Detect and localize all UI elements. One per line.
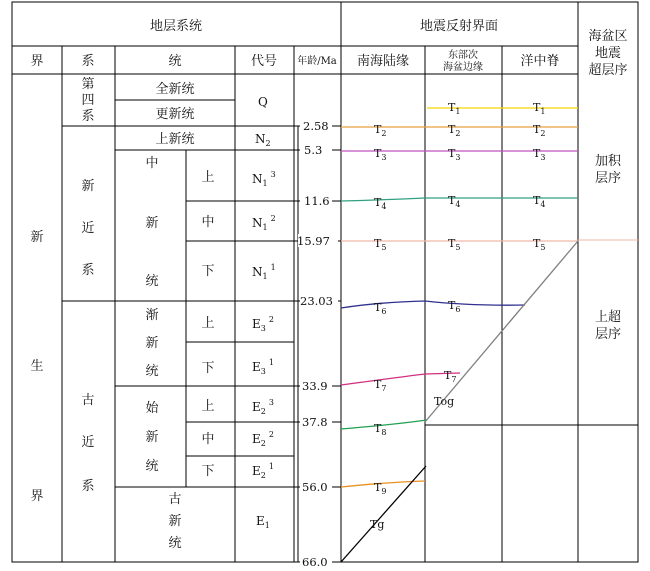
- eocene-1: 始: [145, 401, 159, 416]
- reflector-T6-line: [341, 301, 525, 308]
- label-T3-basin: $T_3$: [448, 147, 461, 162]
- era-char-3: 界: [30, 489, 44, 504]
- label-T9-margin: $T_9$: [374, 481, 387, 496]
- label-T2-ridge: $T_2$: [533, 123, 546, 138]
- col-series: 统: [168, 54, 182, 69]
- label-T2-basin: $T_2$: [448, 123, 461, 138]
- age-5-3: 5.3: [304, 143, 323, 157]
- header-sequence-1: 海盆区: [588, 29, 628, 44]
- code-E31: $E_3^1$: [252, 358, 274, 376]
- oligocene-1: 渐: [145, 308, 159, 323]
- code-E21: $E_2^1$: [252, 462, 274, 480]
- code-E32: $E_3^2$: [252, 315, 274, 333]
- label-T8-margin: $T_8$: [374, 422, 387, 437]
- sub-mio-middle: 中: [201, 215, 215, 230]
- reflector-T7-line: [341, 373, 460, 385]
- sub-olig-upper: 上: [201, 316, 215, 331]
- oligocene-2: 新: [145, 336, 159, 351]
- age-56-0: 56.0: [302, 480, 328, 494]
- reflector-labels: [370, 101, 545, 531]
- col-system: 系: [81, 54, 95, 69]
- age-23-03: 23.03: [300, 294, 333, 308]
- label-T5-ridge: $T_5$: [533, 237, 546, 252]
- label-Tog: Tog: [434, 395, 455, 408]
- label-T7-basin: $T_7$: [444, 369, 457, 384]
- col-ridge: 洋中脊: [520, 54, 560, 69]
- label-T2-margin: $T_2$: [374, 123, 387, 138]
- eocene-2: 新: [145, 430, 159, 445]
- quaternary-2: 四: [81, 93, 95, 108]
- era-char-2: 生: [30, 359, 44, 374]
- paleocene-3: 统: [168, 536, 182, 551]
- code-E1: $E_1$: [256, 514, 270, 530]
- label-T6-margin: $T_6$: [374, 301, 387, 316]
- label-T5-basin: $T_5$: [448, 237, 461, 252]
- code-N11: $N_1^1$: [252, 263, 276, 281]
- col-code: 代号: [250, 54, 278, 69]
- sub-mio-lower: 下: [201, 264, 215, 279]
- header-sequence-2: 地震: [594, 46, 622, 61]
- col-age: 年龄/Ma: [297, 56, 337, 67]
- code-E22: $E_2^2$: [252, 430, 274, 448]
- code-N12: $N_1^2$: [252, 214, 276, 232]
- quaternary-1: 第: [81, 77, 95, 92]
- sub-olig-lower: 下: [201, 361, 215, 376]
- eocene-3: 统: [145, 459, 159, 474]
- sub-eo-upper: 上: [201, 399, 215, 414]
- series-pliocene: 上新统: [155, 132, 195, 147]
- code-Q: Q: [258, 95, 268, 109]
- reflector-Tg-line: [341, 466, 426, 562]
- label-T3-margin: $T_3$: [374, 147, 387, 162]
- age-2-58: 2.58: [303, 119, 329, 133]
- miocene-1: 中: [145, 156, 159, 171]
- header-seismic: 地震反射界面: [419, 19, 499, 34]
- age-33-9: 33.9: [302, 379, 328, 393]
- label-Tg: Tg: [370, 518, 385, 531]
- code-N13: $N_1^3$: [252, 170, 276, 188]
- neogene-2: 近: [81, 221, 95, 236]
- label-T1-ridge: $T_1$: [533, 101, 546, 116]
- paleocene-1: 古: [168, 492, 182, 507]
- paleogene-2: 近: [81, 435, 95, 450]
- neogene-1: 新: [81, 179, 95, 194]
- label-T1-basin: $T_1$: [448, 101, 461, 116]
- miocene-2: 新: [145, 216, 159, 231]
- seq-upper-2: 层序: [594, 327, 622, 342]
- col-era: 界: [30, 54, 44, 69]
- paleogene-1: 古: [81, 393, 95, 408]
- code-N2: $N_2$: [255, 132, 271, 148]
- oligocene-3: 统: [145, 364, 159, 379]
- sub-eo-lower: 下: [201, 464, 215, 479]
- header-sequence-3: 超层序: [588, 63, 628, 78]
- col-margin: 南海陆缘: [356, 54, 410, 69]
- age-11-6: 11.6: [304, 194, 330, 208]
- label-T5-margin: $T_5$: [374, 237, 387, 252]
- series-pleistocene: 更新统: [155, 107, 195, 122]
- paleogene-3: 系: [81, 479, 95, 494]
- label-T7-margin: $T_7$: [374, 378, 387, 393]
- code-E23: $E_2^3$: [252, 398, 274, 416]
- label-T4-ridge: $T_4$: [533, 194, 546, 209]
- age-37-8: 37.8: [302, 415, 328, 429]
- col-basin-2: 海盆边缘: [443, 62, 483, 73]
- age-15-97: 15.97: [297, 234, 330, 248]
- label-T4-margin: $T_4$: [374, 196, 387, 211]
- series-holocene: 全新统: [155, 82, 195, 97]
- quaternary-3: 系: [81, 109, 95, 124]
- col-basin-1: 东部次: [448, 50, 478, 61]
- neogene-3: 系: [81, 263, 95, 278]
- paleocene-2: 新: [168, 514, 182, 529]
- miocene-3: 统: [145, 274, 159, 289]
- header-stratigraphy: 地层系统: [149, 19, 203, 34]
- label-T3-ridge: $T_3$: [533, 147, 546, 162]
- label-T6-basin: $T_6$: [448, 299, 461, 314]
- age-66-0: 66.0: [302, 555, 328, 569]
- seq-accretion-1: 加积: [594, 154, 622, 169]
- sub-eo-middle: 中: [201, 432, 215, 447]
- sub-mio-upper: 上: [201, 170, 215, 185]
- seq-accretion-2: 层序: [594, 171, 622, 186]
- era-char-1: 新: [30, 230, 44, 245]
- label-T4-basin: $T_4$: [448, 194, 461, 209]
- seq-upper-1: 上超: [594, 310, 622, 325]
